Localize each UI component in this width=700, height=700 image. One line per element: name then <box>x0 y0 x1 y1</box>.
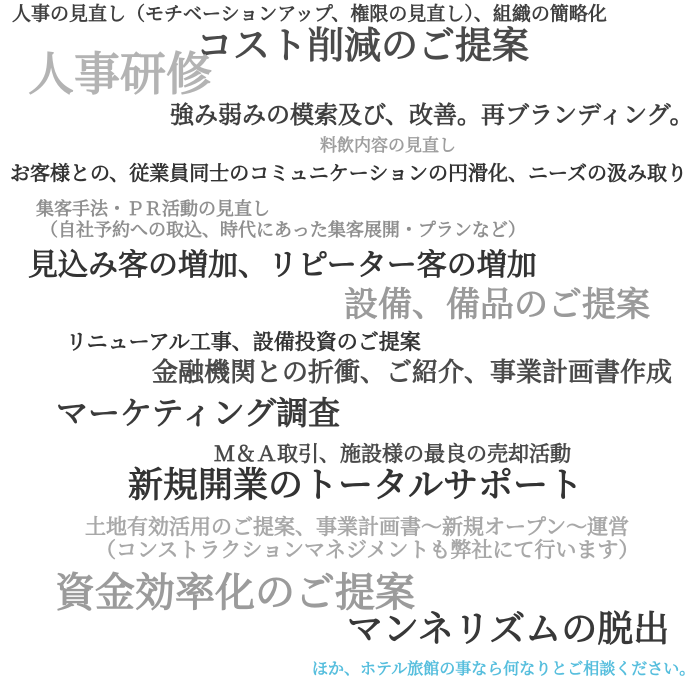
repeat-customers-heading: 見込み客の増加、リピーター客の増加 <box>28 249 537 282</box>
new-opening-support-heading: 新規開業のトータルサポート <box>128 466 584 505</box>
rebranding-note: 強み弱みの模索及び、改善。再ブランディング。 <box>170 102 694 129</box>
capital-efficiency-heading: 資金効率化のご提案 <box>55 571 415 615</box>
hr-review-note: 人事の見直し（モチベーションアップ、権限の見直し）、組織の簡略化 <box>12 4 607 25</box>
cost-reduction-heading: コスト削減のご提案 <box>196 25 529 66</box>
hr-training-heading: 人事研修 <box>28 48 212 100</box>
guest-communication-note: お客様との、従業員同士のコミュニケーションの円滑化、ニーズの汲み取り <box>10 163 687 185</box>
land-utilization-note: 土地有効活用のご提案、事業計画書～新規オープン～運営 <box>85 516 630 539</box>
food-menu-review-note: 料飲内容の見直し <box>320 136 456 155</box>
consultation-cta-note: ほか、ホテル旅館の事なら何なりとご相談ください。 <box>312 661 696 678</box>
equipment-proposal-heading: 設備、備品のご提案 <box>344 286 650 324</box>
mannerism-escape-heading: マンネリズムの脱出 <box>347 608 670 649</box>
pr-activity-review-note: 集客手法・ＰＲ活動の見直し <box>36 199 270 219</box>
ma-transactions-note: Ｍ＆Ａ取引、施設様の最良の売却活動 <box>214 443 571 466</box>
construction-management-note: （コンストラクションマネジメントも弊社にて行います） <box>95 539 640 562</box>
renewal-investment-note: リニューアル工事、設備投資のご提案 <box>66 331 421 354</box>
financial-institutions-note: 金融機関との折衝、ご紹介、事業計画書作成 <box>152 357 673 387</box>
pr-activity-review-sub-note: （自社予約への取込、時代にあった集客展開・プランなど） <box>40 220 526 240</box>
marketing-research-heading: マーケティング調査 <box>56 395 341 431</box>
